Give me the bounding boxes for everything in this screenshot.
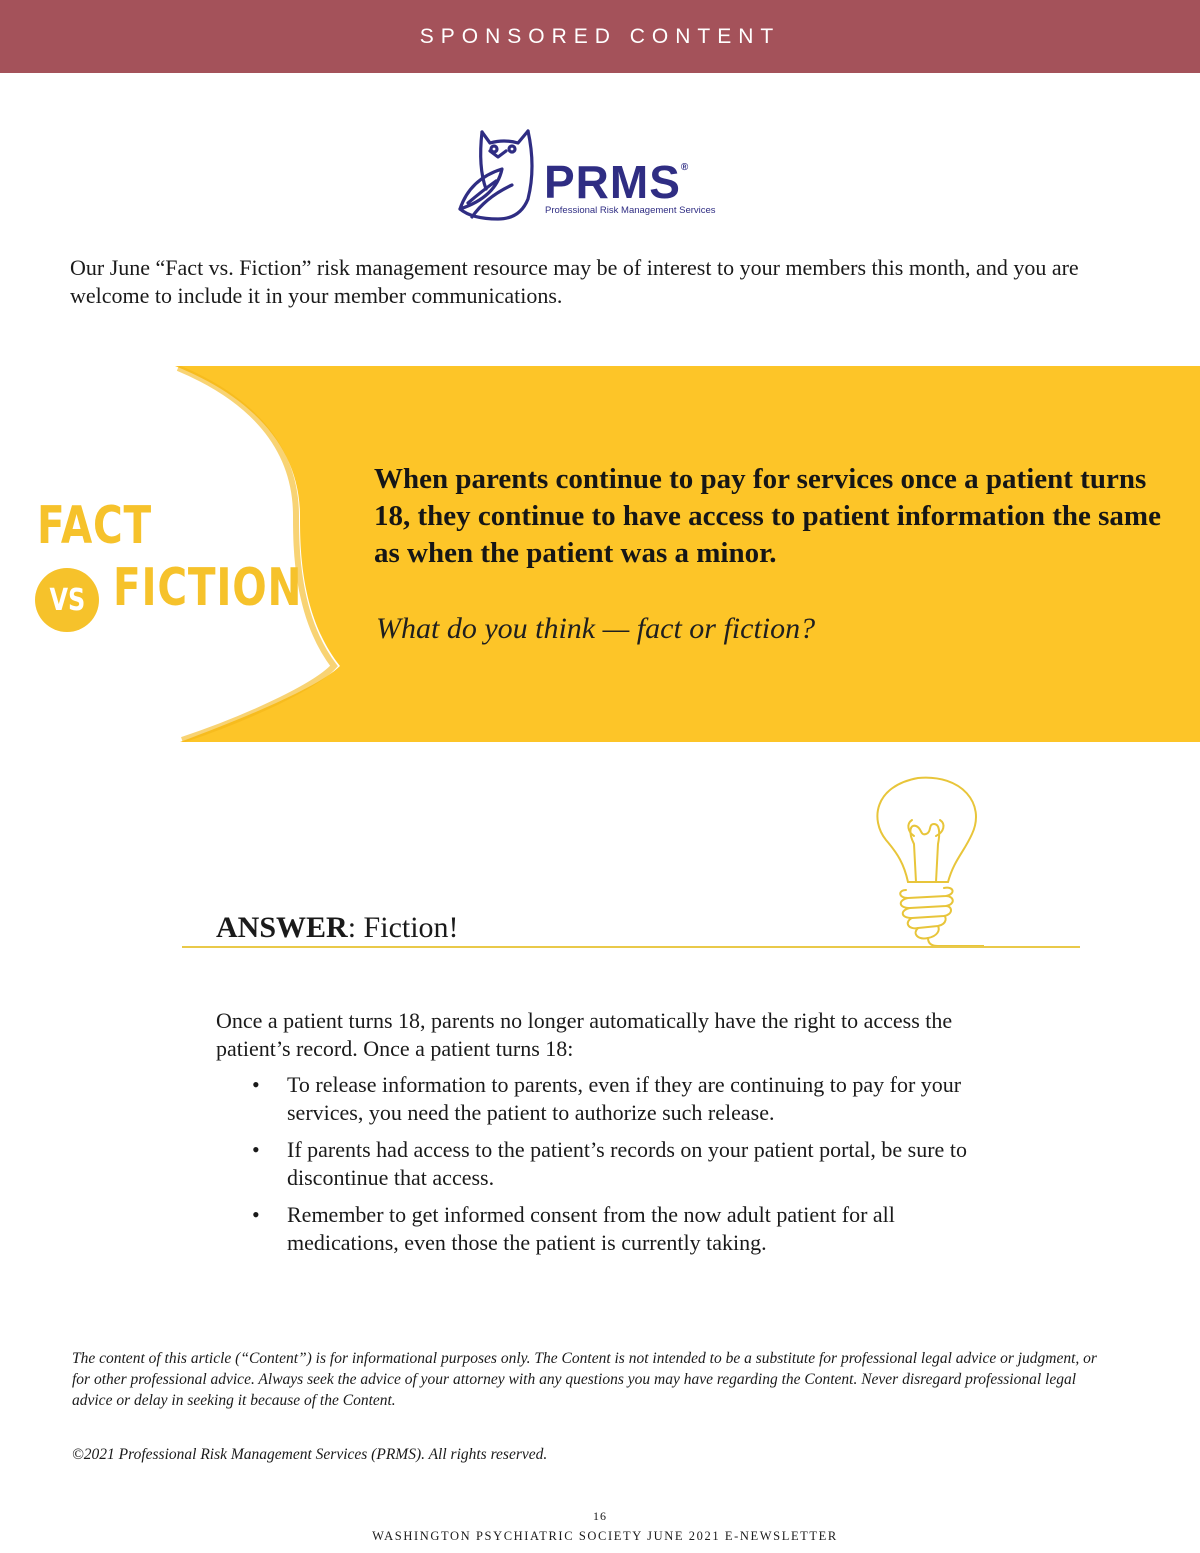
- bullet-text: Remember to get informed consent from the now adult patient for all medications, even those the patient is currently taking.: [287, 1202, 895, 1255]
- registered-mark: ®: [680, 162, 690, 173]
- explanation-bullets: [250, 1071, 1010, 1266]
- fiction-label: FICTION: [113, 558, 303, 618]
- bullet-text: To release information to parents, even if they are continuing to pay for your services, you need the patient to authorize such release.: [287, 1072, 962, 1125]
- logo-wordmark: PRMS®: [544, 156, 690, 208]
- page-number: 16: [593, 1509, 607, 1523]
- intro-paragraph: Our June “Fact vs. Fiction” risk management resource may be of interest to your members this month, and you are welcome to include it in your member communications.: [70, 255, 1079, 308]
- answer-line: [216, 910, 459, 946]
- fact-label: FACT: [37, 496, 153, 556]
- banner-label: SPONSORED CONTENT: [419, 24, 781, 48]
- logo-tagline: Professional Risk Management Services: [545, 205, 716, 216]
- bullet-marker: •: [252, 1202, 260, 1227]
- owl-icon: [452, 127, 542, 223]
- sponsored-content-banner: [0, 0, 1200, 73]
- lightbulb-icon: [868, 774, 984, 952]
- answer-value: Fiction!: [356, 911, 459, 944]
- bullet-text: If parents had access to the patient’s records on your patient portal, be sure to discontinue that access.: [287, 1137, 967, 1190]
- vs-badge: [35, 568, 99, 632]
- list-item: [250, 1136, 1010, 1192]
- fact-fiction-statement: When parents continue to pay for services once a patient turns 18, they continue to have access to patient information the same as when the patient was a minor.: [374, 463, 1161, 569]
- disclaimer: The content of this article (“Content”) is for informational purposes only. The Content is not intended to be a substitute for professional legal advice or judgment, or for other professional advice. Always seek the advice of your attorney with any questions you may have regarding the Content. Never disregard professional legal advice or delay in seeking it because of the Content.: [72, 1350, 1097, 1409]
- bullet-marker: •: [252, 1072, 260, 1097]
- publication-footer: WASHINGTON PSYCHIATRIC SOCIETY JUNE 2021 E-NEWSLETTER: [372, 1529, 838, 1543]
- explanation-paragraph: Once a patient turns 18, parents no longer automatically have the right to access the patient’s record. Once a patient turns 18:: [216, 1008, 953, 1061]
- list-item: [250, 1201, 1010, 1257]
- answer-divider: [182, 946, 1080, 948]
- list-item: [250, 1071, 1010, 1127]
- fact-fiction-prompt: What do you think — fact or fiction?: [376, 612, 816, 645]
- answer-label: ANSWER: [216, 911, 348, 944]
- bullet-marker: •: [252, 1137, 260, 1162]
- prms-logo: [452, 127, 752, 223]
- copyright-notice: ©2021 Professional Risk Management Services (PRMS). All rights reserved.: [72, 1446, 548, 1463]
- vs-label: VS: [49, 582, 85, 618]
- answer-separator: :: [347, 911, 357, 944]
